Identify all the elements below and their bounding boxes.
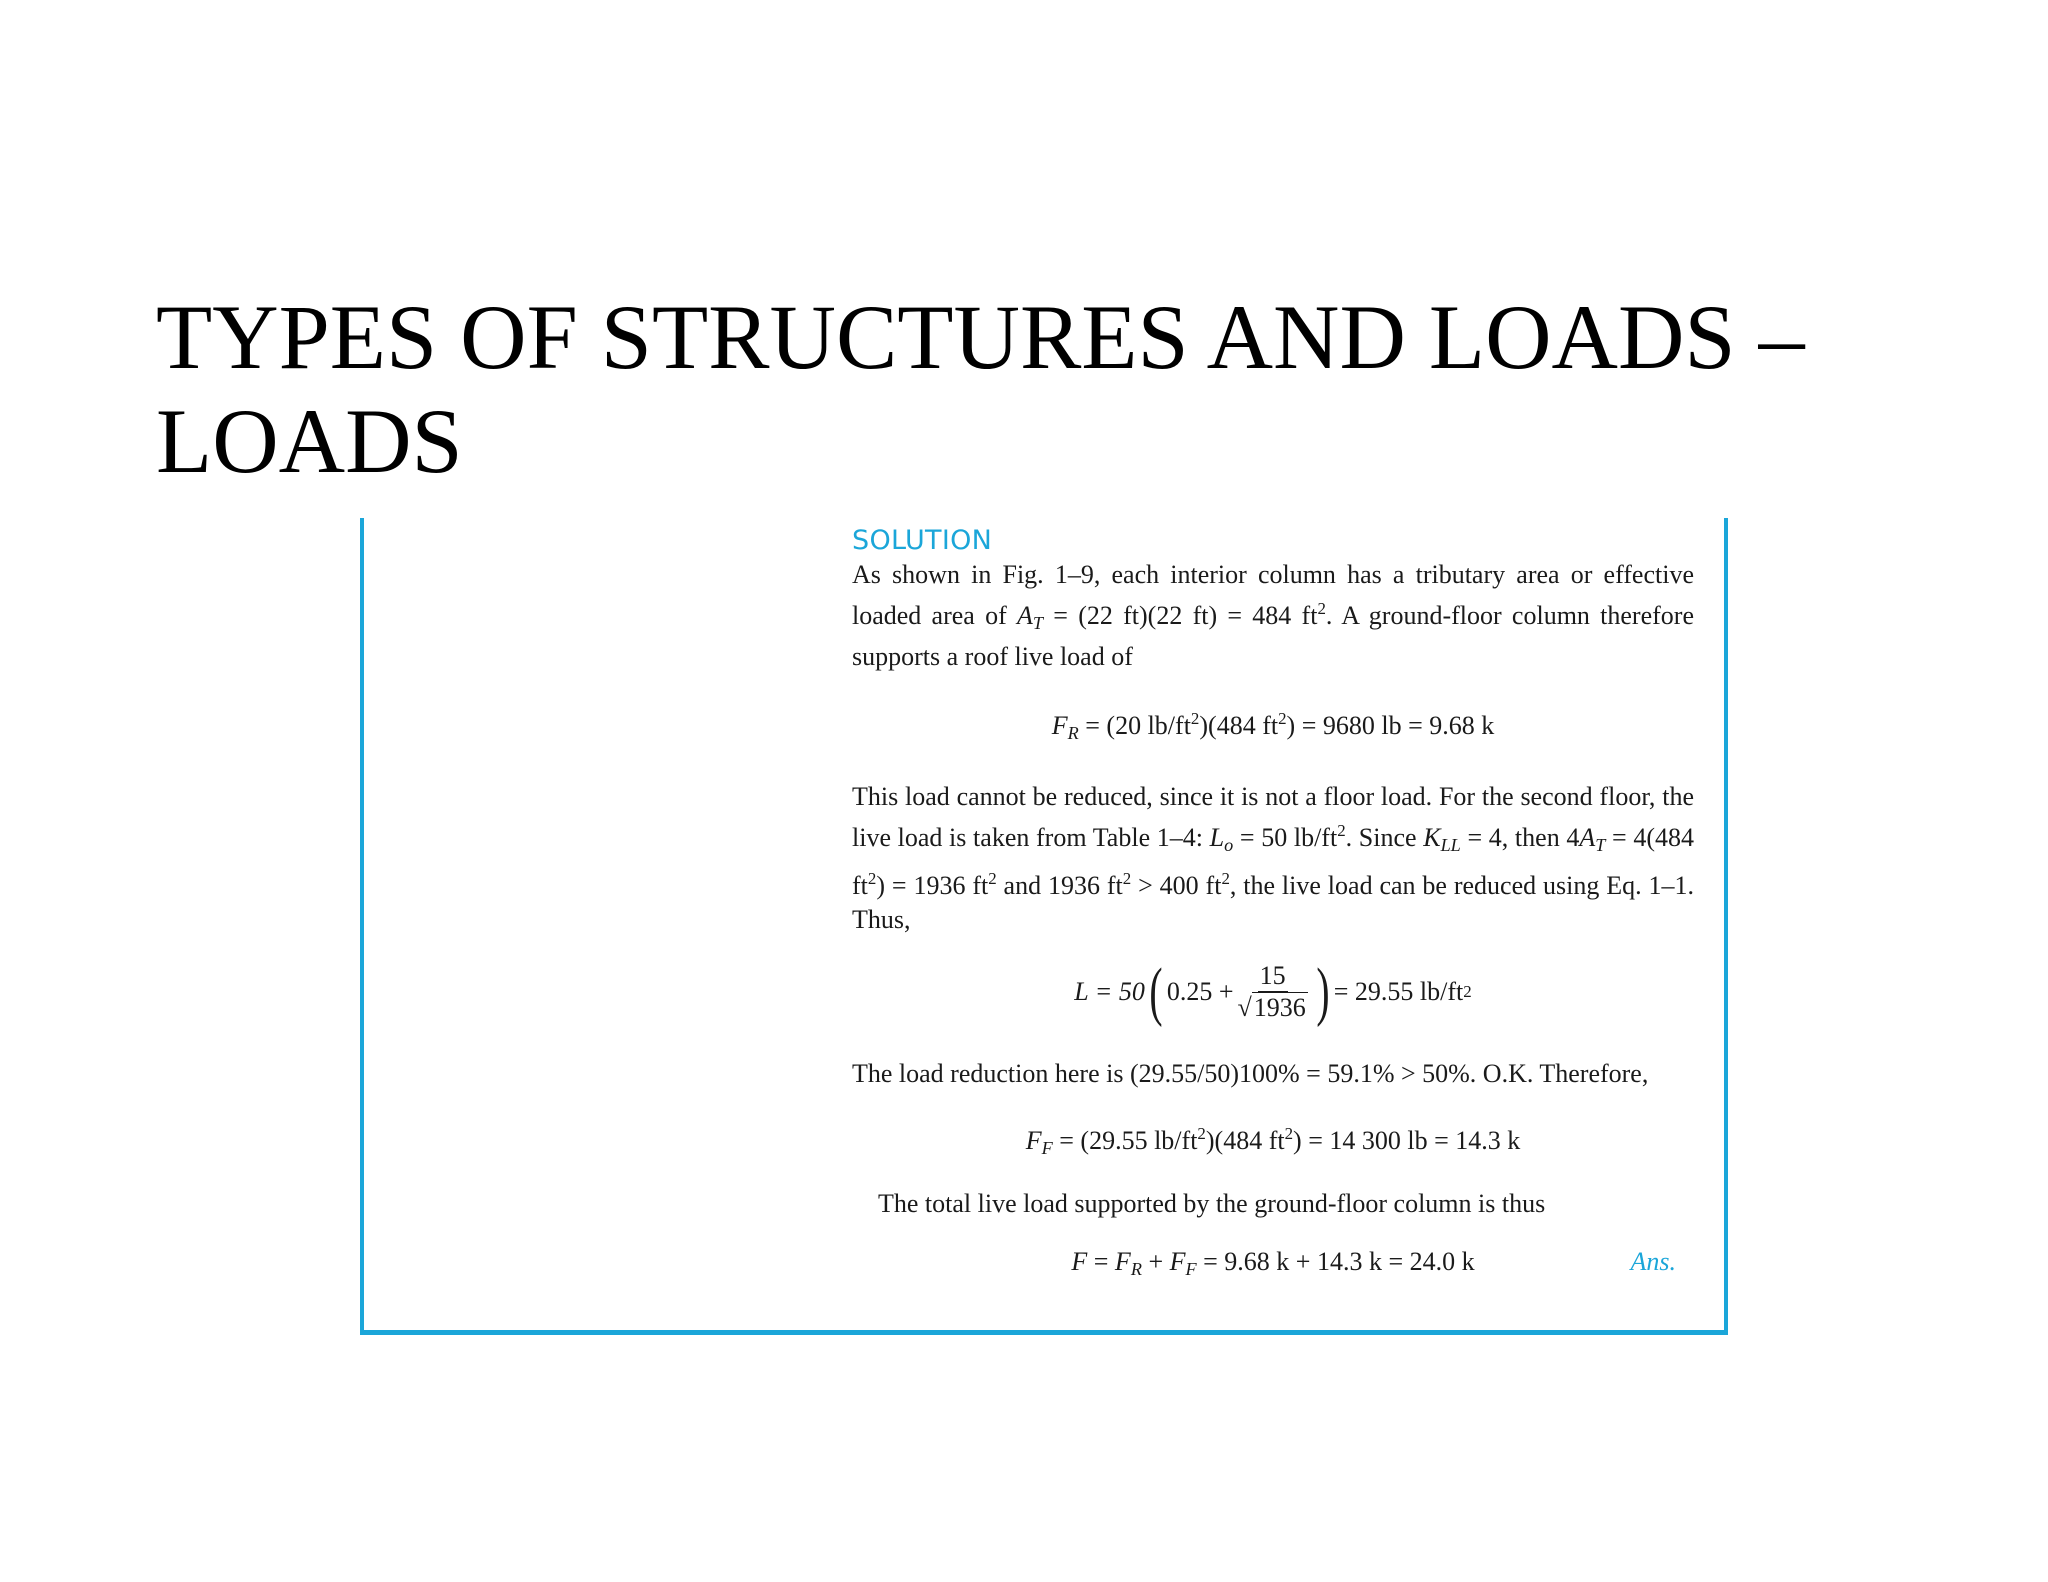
text-span: = (22 ft)(22 ft) = 484 ft [1043, 601, 1318, 630]
text-span: = 50 lb/ft [1233, 823, 1338, 852]
text-span: = 9.68 k + 14.3 k = 24.0 k [1196, 1247, 1475, 1276]
superscript: 2 [1197, 1124, 1206, 1143]
superscript: 2 [1463, 982, 1472, 1001]
superscript: 2 [1317, 599, 1326, 618]
math-variable: A [1579, 823, 1596, 852]
text-span: 0.25 + [1166, 977, 1234, 1006]
math-variable: A [1017, 601, 1033, 630]
superscript: 2 [988, 869, 997, 888]
text-span: > 400 ft [1131, 871, 1222, 900]
text-span: This load cannot be reduced, since it is not a floor load. For the second floor, the live load is taken from Table 1–4: [852, 782, 1694, 852]
subscript: F [1041, 1138, 1053, 1158]
text-span: and 1936 ft [996, 871, 1123, 900]
superscript: 2 [1278, 709, 1287, 728]
text-span: ) = 14 300 lb = 14.3 k [1293, 1126, 1521, 1155]
math-variable: F [1114, 1247, 1131, 1276]
subscript: LL [1440, 835, 1461, 855]
radical-sign: √ [1237, 992, 1252, 1022]
text-span: = [1087, 1247, 1115, 1276]
math-variable: F [1051, 711, 1068, 740]
equation-total-load [852, 1245, 1694, 1286]
equation-floor-load [852, 1117, 1694, 1165]
subscript: R [1130, 1259, 1142, 1279]
subscript: o [1224, 835, 1234, 855]
right-parenthesis: ) [1316, 955, 1330, 1028]
left-parenthesis: ( [1149, 955, 1163, 1028]
subscript: T [1032, 613, 1044, 633]
math-variable: L [1209, 823, 1225, 852]
text-span: ) = 1936 ft [876, 871, 989, 900]
math-variable: F [1169, 1247, 1186, 1276]
equation-reduced-live-load [852, 955, 1694, 1039]
solution-paragraph-3: The load reduction here is (29.55/50)100% = 59.1% > 50%. O.K. Therefore, [852, 1059, 1649, 1088]
solution-heading: SOLUTION [852, 525, 993, 556]
text-span: = (20 lb/ft [1078, 711, 1191, 740]
text-span: ) = 9680 lb = 9.68 k [1286, 711, 1495, 740]
text-span: = 4, then 4 [1460, 823, 1580, 852]
text-span: )(484 ft [1205, 1126, 1285, 1155]
fraction-numerator: 15 [1259, 960, 1286, 990]
text-span: , the live load can be reduced using Eq. 1–1. Thus, [852, 871, 1695, 934]
text-span: = 29.55 lb/ft [1333, 977, 1464, 1006]
text-span: + [1141, 1247, 1170, 1276]
math-variable: F [1071, 1247, 1088, 1276]
superscript: 2 [1221, 869, 1230, 888]
text-span: . Since [1345, 823, 1424, 852]
equation-body [1074, 955, 1472, 1028]
slide-title: TYPES OF STRUCTURES AND LOADS – LOADS [156, 286, 1805, 492]
superscript: 2 [1337, 821, 1346, 840]
superscript: 2 [867, 869, 877, 888]
text-span: . A ground-floor column therefore supports a roof live load of [852, 601, 1694, 671]
math-variable: F [1025, 1126, 1042, 1155]
subscript: T [1595, 835, 1606, 855]
solution-paragraph-4: The total live load supported by the ground-floor column is thus [878, 1189, 1546, 1218]
text-span: )(484 ft [1199, 711, 1279, 740]
solution-paragraph-2 [852, 780, 1694, 937]
answer-label: Ans. [1630, 1247, 1676, 1276]
fraction-denominator [1237, 992, 1307, 1024]
math-expression: L = 50 [1074, 977, 1145, 1006]
solution-content [852, 524, 1694, 1286]
superscript: 2 [1284, 1124, 1294, 1143]
text-span: As shown in Fig. 1–9, each interior column has a tributary area or effective loaded area of [852, 560, 1694, 630]
subscript: R [1067, 723, 1079, 743]
text-span: = (29.55 lb/ft [1052, 1126, 1198, 1155]
fraction [1237, 961, 1307, 1024]
subscript: F [1185, 1259, 1197, 1279]
equation-roof-load [852, 702, 1694, 750]
text-span: = 4(484 ft [852, 823, 1695, 900]
math-variable: K [1423, 823, 1441, 852]
solution-paragraph-1 [852, 558, 1694, 674]
radicand: 1936 [1253, 992, 1306, 1022]
superscript: 2 [1122, 869, 1132, 888]
superscript: 2 [1190, 709, 1200, 728]
